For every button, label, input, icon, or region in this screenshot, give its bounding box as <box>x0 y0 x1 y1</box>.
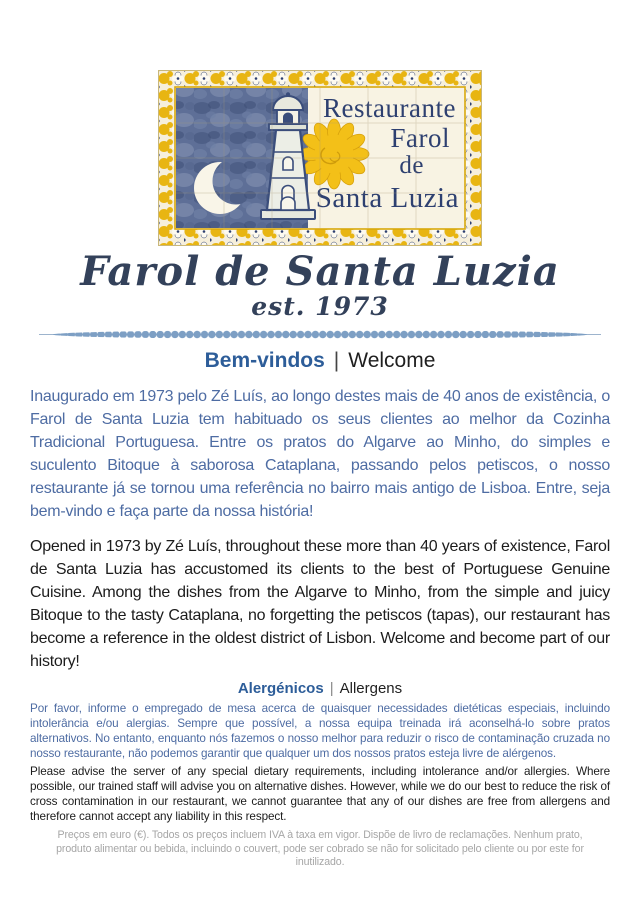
heading-separator: | <box>333 349 340 372</box>
allergens-heading-en: Allergens <box>339 680 403 697</box>
allergens-heading-separator: | <box>329 680 334 697</box>
allergens-heading <box>30 680 610 698</box>
allergens-paragraph-portuguese: Por favor, informe o empregado de mesa acerca de quaisquer necessidades dietéticas especiais, incluindo intolerância e/ou alergias. Sempre que possível, a nossa equipa treinada irá aconselhá-lo sobre pratos alternativos. No entanto, enquanto nós fazemos o nosso melhor para reduzir o risco de contaminação cruzada no nosso restaurante, não podemos garantir que qualquer um dos nossos pratos esteja livre de alérgenos. <box>30 702 610 760</box>
welcome-heading-en: Welcome <box>348 349 436 372</box>
azulejo-panel-illustration <box>158 70 482 246</box>
tile-text-de: de <box>399 152 424 179</box>
beaded-divider <box>31 329 609 340</box>
tile-text-santa-luzia: Santa Luzia <box>315 182 459 214</box>
tile-text-restaurante: Restaurante <box>323 93 456 123</box>
allergens-heading-pt: Alergénicos <box>237 680 324 697</box>
pricing-legal-note: Preços em euro (€). Todos os preços incluem IVA à taxa em vigor. Dispõe de livro de reclamações. Nenhum prato, produto alimentar ou bebida, incluindo o couvert, pode ser cobrado se não for solicitado pelo cliente ou por este for inutilizado. <box>56 829 584 868</box>
tile-text-farol: Farol <box>390 123 450 153</box>
intro-paragraph-portuguese: Inaugurado em 1973 pelo Zé Luís, ao longo destes mais de 40 anos de existência, o Farol de Santa Luzia tem habituado os seus clientes ao melhor da Cozinha Tradicional Portuguesa. Entre os pratos do Algarve ao Minho, do simples e suculento Bitoque à saborosa Cataplana, passando pelos petiscos, o nosso restaurante já se tornou uma referência no bairro mais antigo de Lisboa. Entre, seja bem-vindo e faça parte da nossa história! <box>30 388 610 520</box>
welcome-heading <box>30 348 610 373</box>
intro-paragraph-english: Opened in 1973 by Zé Luís, throughout these more than 40 years of existence, Farol de Santa Luzia has accustomed its clients to the best of Portuguese Genuine Cuisine. Among the dishes from the Algarve to Minho, from the simple and juicy Bitoque to the tasty Cataplana, no forgetting the petiscos (tapas), our restaurant has become a reference in the oldest district of Lisbon. Welcome and become part of our history! <box>30 538 610 670</box>
restaurant-tile-logo <box>158 70 482 246</box>
restaurant-name-script: Farol de Santa Luzia <box>80 248 560 295</box>
divider-dots <box>53 330 587 339</box>
allergens-paragraph-english: Please advise the server of any special dietary requirements, including intolerance and/or allergies. Where possible, our trained staff will advise you on alternative dishes. However, while we do our best to reduce the risk of cross contamination in our restaurant, we cannot guarantee that any of our dishes are free from allergens and therefore cannot accept any liability in this respect. <box>30 765 610 823</box>
welcome-heading-pt: Bem-vindos <box>204 349 325 372</box>
established-year: est. 1973 <box>251 292 389 321</box>
